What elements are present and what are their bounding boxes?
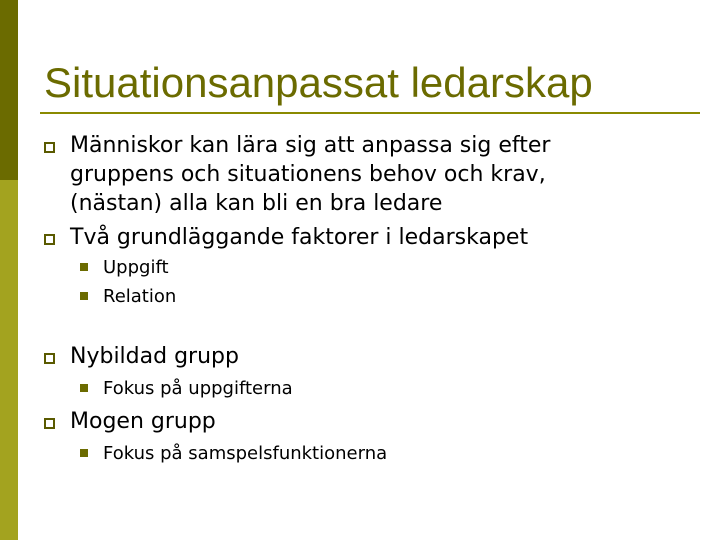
- sub-bullet-text: Fokus på uppgifterna: [103, 378, 293, 399]
- sub-bullet-text: Relation: [103, 286, 177, 307]
- side-band-dark: [0, 0, 18, 180]
- sub-bullet-marker-icon: [80, 263, 88, 271]
- bullet-text-line: Mogen grupp: [70, 409, 216, 434]
- bullet-text-line: Två grundläggande faktorer i ledarskapet: [70, 225, 529, 250]
- sub-bullet-marker-icon: [80, 449, 88, 457]
- bullet-text-line: (nästan) alla kan bli en bra ledare: [70, 191, 443, 216]
- side-band-light: [0, 180, 18, 540]
- sub-bullet-text: Uppgift: [103, 257, 169, 278]
- title-divider: [40, 112, 700, 114]
- sub-bullet-text: Fokus på samspelsfunktionerna: [103, 443, 388, 464]
- slide-title: Situationsanpassat ledarskap: [44, 59, 593, 106]
- bullet-marker-icon: [44, 234, 55, 245]
- bullet-marker-icon: [44, 142, 55, 153]
- bullet-text-line: gruppens och situationens behov och krav,: [70, 162, 546, 187]
- bullet-marker-icon: [44, 418, 55, 429]
- bullet-text-line: Nybildad grupp: [70, 344, 239, 369]
- bullet-marker-icon: [44, 353, 55, 364]
- sub-bullet-marker-icon: [80, 292, 88, 300]
- sub-bullet-marker-icon: [80, 384, 88, 392]
- bullet-text-line: Människor kan lära sig att anpassa sig efter: [70, 133, 551, 158]
